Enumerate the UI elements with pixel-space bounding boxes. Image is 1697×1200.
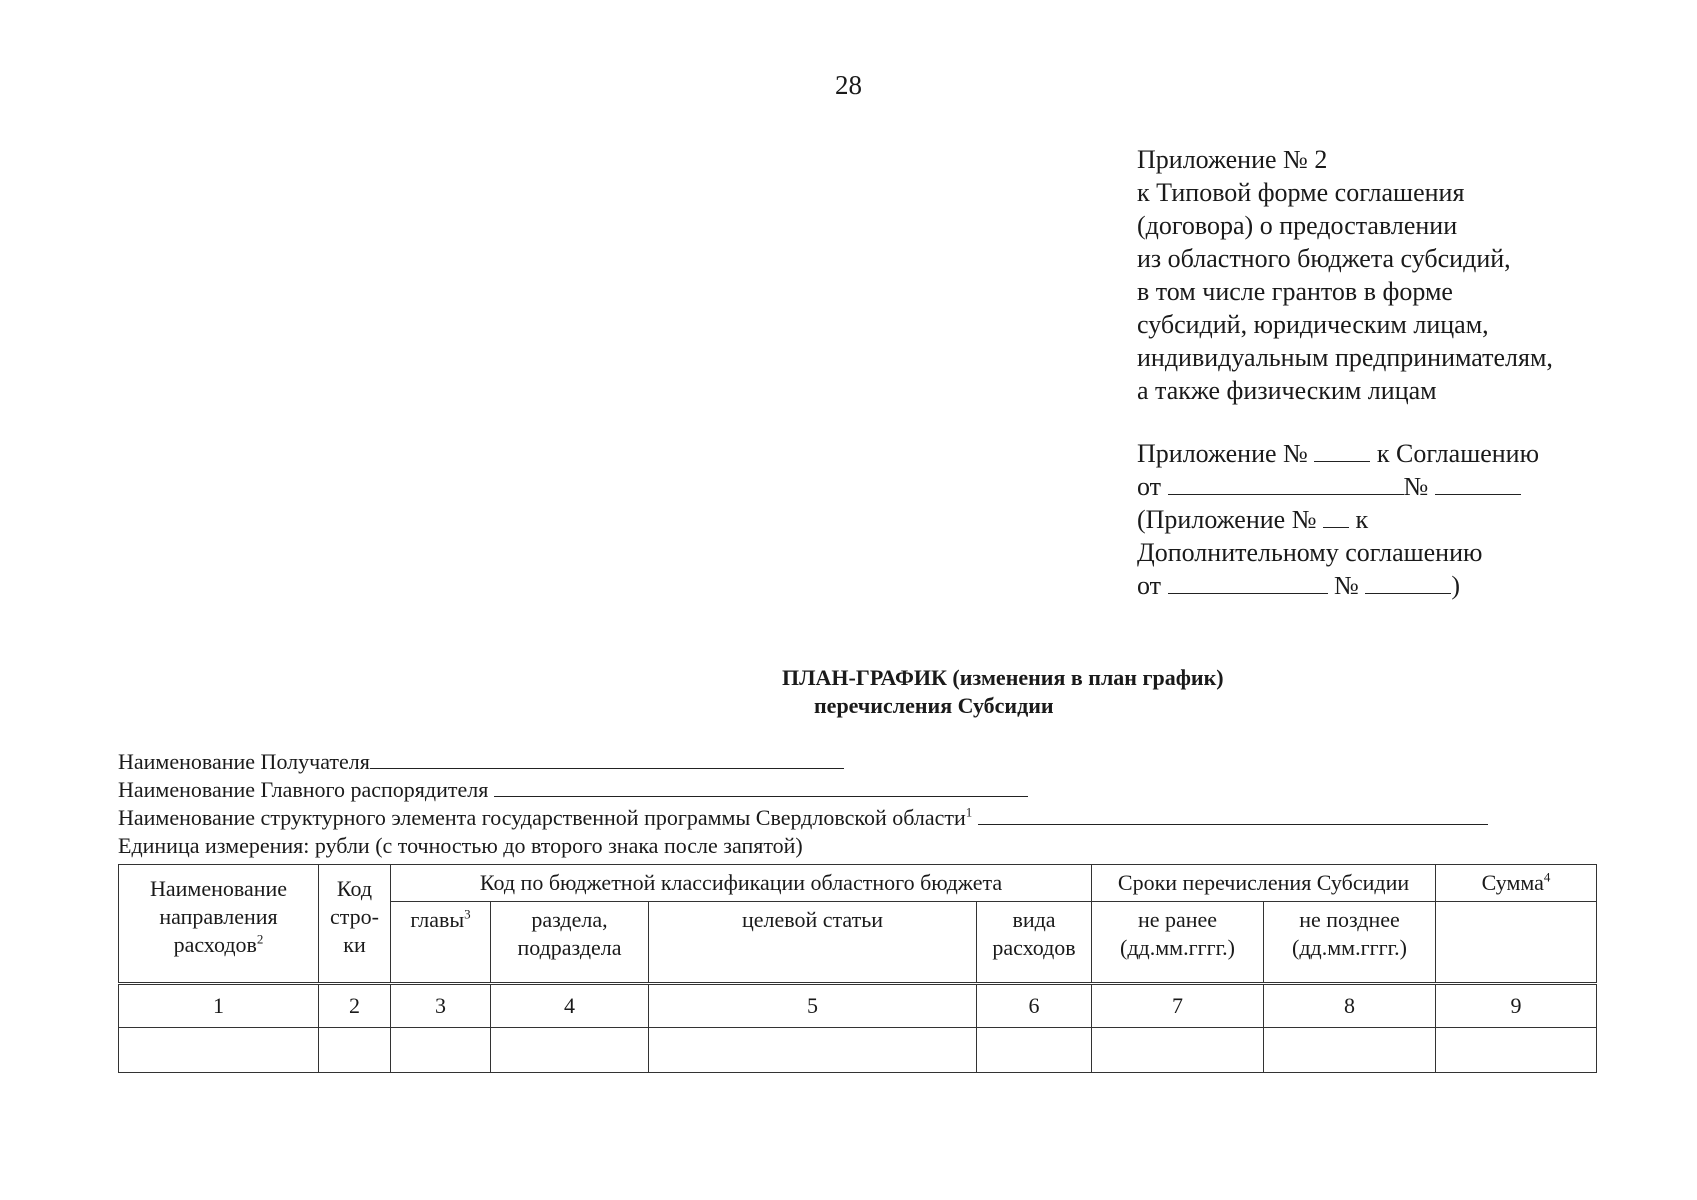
recipient-blank[interactable] — [370, 750, 844, 769]
column-number: 6 — [977, 984, 1092, 1028]
title-line-1: ПЛАН-ГРАФИК (изменения в план график) — [782, 665, 1224, 690]
header-text: расходов — [992, 935, 1076, 960]
agreement-line-2 — [1137, 470, 1539, 503]
page-number: 28 — [835, 70, 862, 100]
cell-sum[interactable] — [1436, 1028, 1597, 1073]
agreement-line-3 — [1137, 503, 1539, 536]
agreement-line-4: Дополнительному соглашению — [1137, 538, 1483, 567]
header-text: (дд.мм.гггг.) — [1292, 935, 1408, 960]
title-line-2: перечисления Субсидии — [814, 693, 1054, 718]
header-not-after — [1264, 902, 1436, 984]
header-text: направления — [159, 904, 278, 929]
appendix-line: к Типовой форме соглашения — [1137, 178, 1465, 207]
header-text: расходов$^2$ — [173, 931, 264, 957]
program-element-field — [118, 804, 1488, 832]
cell-section[interactable] — [491, 1028, 649, 1073]
header-text: вида — [1012, 907, 1056, 932]
appendix-line: индивидуальным предпринимателям, — [1137, 343, 1553, 372]
cell-target-article[interactable] — [649, 1028, 977, 1073]
main-manager-blank[interactable] — [494, 778, 1028, 797]
supplement-date-blank[interactable] — [1168, 575, 1328, 594]
header-section — [491, 902, 649, 984]
header-text: не позднее — [1299, 907, 1400, 932]
appendix-number-blank[interactable] — [1314, 443, 1370, 462]
header-text: (дд.мм.гггг.) — [1120, 935, 1236, 960]
column-number-row — [119, 984, 1597, 1028]
header-sum: Сумма$^4$ — [1436, 865, 1597, 902]
appendix-reference — [1137, 143, 1553, 407]
agreement-line-1 — [1137, 437, 1539, 470]
agreement-label: от — [1137, 472, 1162, 501]
plan-table — [118, 864, 1597, 1073]
agreement-label: к — [1355, 505, 1369, 534]
agreement-line-5 — [1137, 569, 1539, 602]
agreement-date-blank[interactable] — [1168, 476, 1404, 495]
header-chapter: главы$^3$ — [391, 902, 491, 984]
recipient-field — [118, 748, 1488, 776]
cell-chapter[interactable] — [391, 1028, 491, 1073]
cell-expense-direction[interactable] — [119, 1028, 319, 1073]
agreement-label: № — [1403, 472, 1429, 501]
cell-expense-type[interactable] — [977, 1028, 1092, 1073]
appendix-line: субсидий, юридическим лицам, — [1137, 310, 1489, 339]
table-header-row — [119, 865, 1597, 902]
agreement-label: № — [1334, 571, 1359, 600]
column-number: 2 — [319, 984, 391, 1028]
column-number: 8 — [1264, 984, 1436, 1028]
cell-not-before[interactable] — [1092, 1028, 1264, 1073]
header-text: подраздела — [517, 935, 622, 960]
header-text: Наименование — [149, 876, 288, 901]
header-sum-empty — [1436, 902, 1597, 984]
appendix-line: (договора) о предоставлении — [1137, 211, 1458, 240]
header-text: раздела, — [531, 907, 608, 932]
column-number: 1 — [119, 984, 319, 1028]
appendix-line: Приложение № 2 — [1137, 145, 1328, 174]
header-transfer-terms: Сроки перечисления Субсидии — [1092, 865, 1436, 902]
column-number: 5 — [649, 984, 977, 1028]
agreement-label: от — [1137, 571, 1162, 600]
program-element-blank[interactable] — [978, 806, 1488, 825]
footnote-marker: 1 — [965, 804, 973, 820]
column-number: 7 — [1092, 984, 1264, 1028]
supplement-number-blank[interactable] — [1365, 575, 1451, 594]
agreement-reference — [1137, 437, 1539, 602]
column-number: 9 — [1436, 984, 1597, 1028]
agreement-label: (Приложение № — [1137, 505, 1317, 534]
program-element-label: Наименование структурного элемента государственной программы Свердловской области — [118, 805, 966, 830]
table-row — [119, 1028, 1597, 1073]
cell-line-code[interactable] — [319, 1028, 391, 1073]
header-text: ки — [343, 932, 366, 957]
header-target-article: целевой статьи — [649, 902, 977, 984]
header-line-code — [319, 865, 391, 984]
agreement-label: Приложение № — [1137, 439, 1308, 468]
cell-not-after[interactable] — [1264, 1028, 1436, 1073]
header-not-before — [1092, 902, 1264, 984]
header-expense-direction — [119, 865, 319, 984]
header-text: не ранее — [1137, 907, 1218, 932]
main-manager-field — [118, 776, 1488, 804]
unit-line: Единица измерения: рубли (с точностью до второго знака после запятой) — [118, 833, 803, 858]
column-number: 4 — [491, 984, 649, 1028]
header-expense-type — [977, 902, 1092, 984]
column-number: 3 — [391, 984, 491, 1028]
appendix-line: в том числе грантов в форме — [1137, 277, 1453, 306]
appendix-line: из областного бюджета субсидий, — [1137, 244, 1511, 273]
recipient-label: Наименование Получателя — [118, 749, 370, 774]
document-title — [782, 664, 1224, 720]
appendix-line: а также физическим лицам — [1137, 376, 1437, 405]
form-fields — [118, 748, 1488, 860]
supplement-appendix-blank[interactable] — [1323, 509, 1349, 528]
header-text: Код — [336, 876, 373, 901]
agreement-label: к Соглашению — [1376, 439, 1540, 468]
agreement-number-blank[interactable] — [1435, 476, 1521, 495]
agreement-label: ) — [1451, 571, 1461, 600]
header-text: стро- — [330, 904, 379, 929]
main-manager-label: Наименование Главного распорядителя — [118, 777, 489, 802]
header-budget-classification: Код по бюджетной классификации областного бюджета — [391, 865, 1092, 902]
